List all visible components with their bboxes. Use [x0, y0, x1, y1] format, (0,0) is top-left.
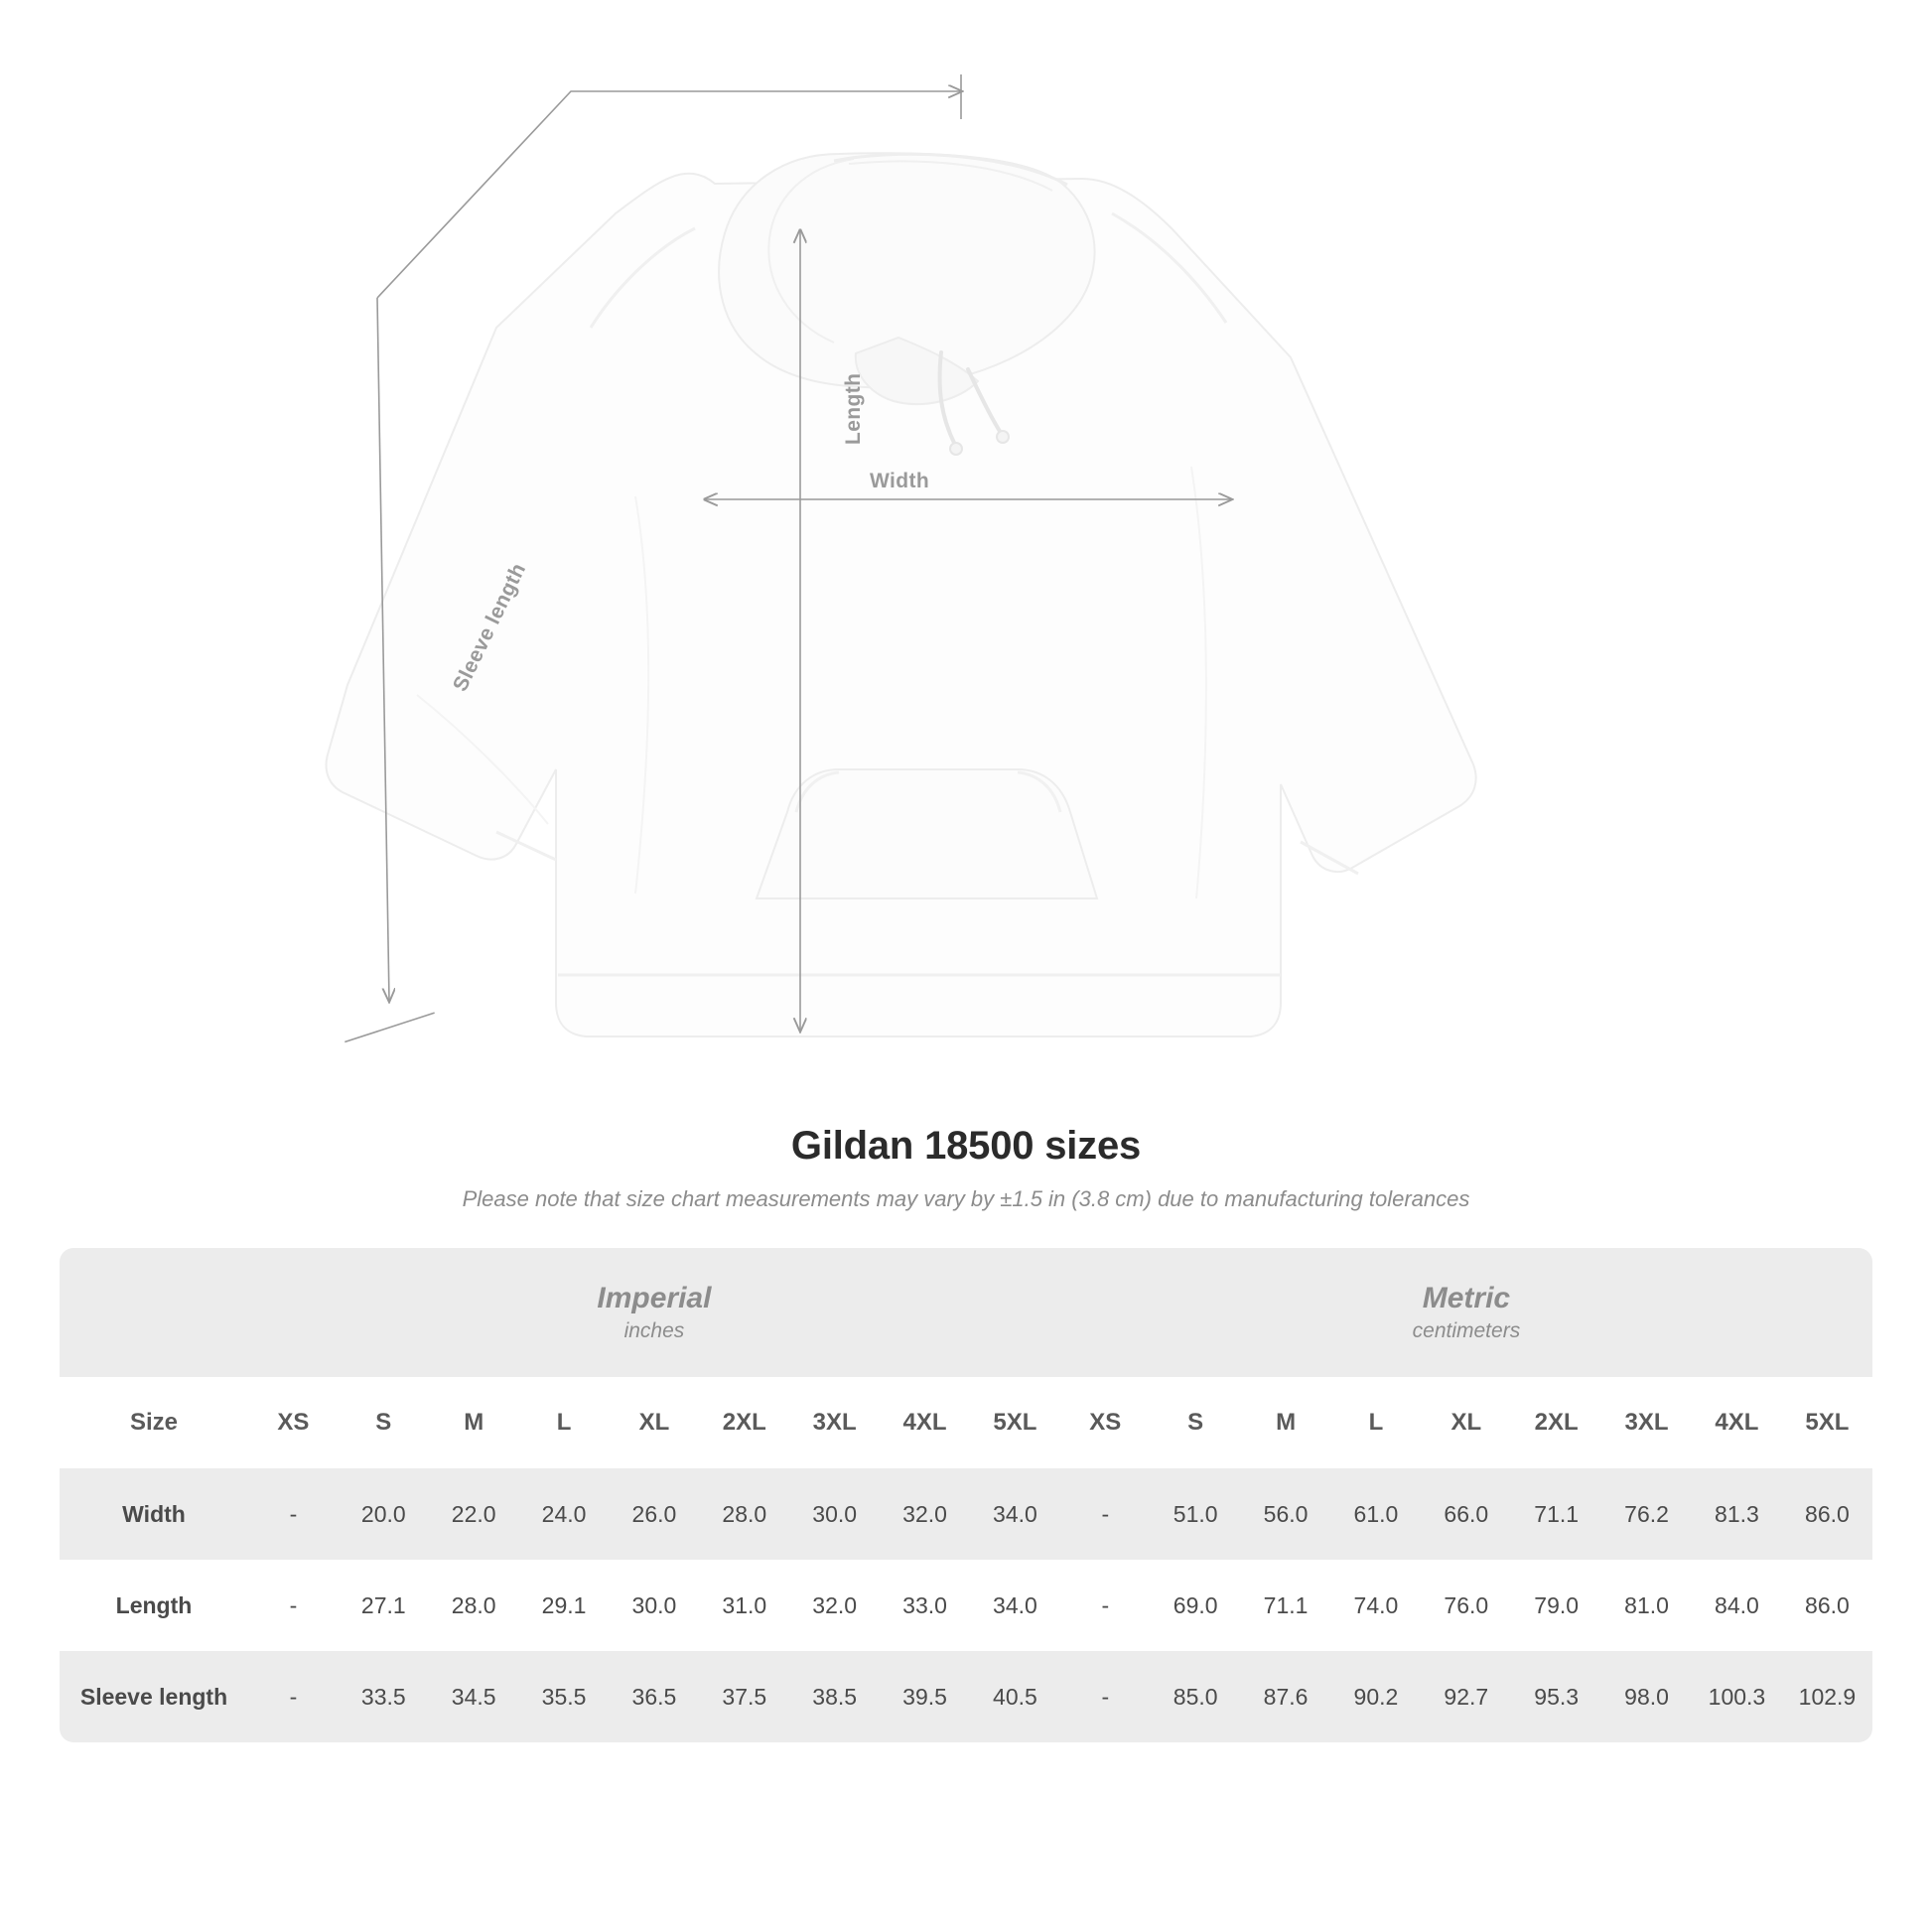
- col-header-imperial-s: S: [339, 1377, 429, 1468]
- cell-width-imperial-3xl: 30.0: [789, 1468, 880, 1560]
- cell-width-metric-5xl: 86.0: [1782, 1468, 1872, 1560]
- cell-width-imperial-m: 22.0: [429, 1468, 519, 1560]
- cell-sleeve-metric-s: 85.0: [1151, 1651, 1241, 1742]
- cell-sleeve-metric-xl: 92.7: [1421, 1651, 1511, 1742]
- cell-length-imperial-5xl: 34.0: [993, 1591, 1037, 1618]
- cell-sleeve-metric-2xl: 95.3: [1511, 1651, 1601, 1742]
- cell-width-imperial-s: 20.0: [339, 1468, 429, 1560]
- row-label-width: Width: [60, 1468, 248, 1560]
- col-header-metric-m: M: [1241, 1377, 1331, 1468]
- title-block: [0, 1124, 1932, 1212]
- cell-width-metric-xs: -: [1060, 1468, 1151, 1560]
- cell-length-imperial-l: 29.1: [541, 1591, 587, 1618]
- cell-length-imperial-xl: 30.0: [631, 1591, 677, 1618]
- cell-width-metric-l: 61.0: [1331, 1468, 1422, 1560]
- size-table-wrap: [60, 1248, 1872, 1742]
- col-header-imperial-xl: XL: [610, 1377, 700, 1468]
- cell-length-metric-xs: -: [1101, 1591, 1110, 1618]
- size-header-row: [60, 1377, 1872, 1468]
- metric-unit-label: centimeters: [1412, 1319, 1521, 1343]
- col-header-metric-5xl: 5XL: [1782, 1377, 1872, 1468]
- imperial-unit-label: inches: [623, 1319, 685, 1343]
- metric-unit-cell: [1060, 1248, 1872, 1377]
- col-header-imperial-4xl: 4XL: [880, 1377, 970, 1468]
- sleeve-length-label: Sleeve length: [449, 559, 531, 696]
- cell-sleeve-metric-4xl: 100.3: [1692, 1651, 1782, 1742]
- cell-width-metric-3xl: 76.2: [1601, 1468, 1692, 1560]
- width-label: Width: [870, 470, 930, 492]
- row-label-sleeve-length: Sleeve length: [60, 1651, 248, 1742]
- col-header-metric-l: L: [1331, 1377, 1422, 1468]
- size-header-cell: Size: [60, 1377, 248, 1468]
- col-header-metric-3xl: 3XL: [1601, 1377, 1692, 1468]
- cell-length-metric-s: 69.0: [1173, 1591, 1218, 1618]
- sleeve-bottom-tick: [345, 1013, 434, 1041]
- cell-sleeve-imperial-2xl: 37.5: [699, 1651, 789, 1742]
- col-header-imperial-3xl: 3XL: [789, 1377, 880, 1468]
- cell-sleeve-imperial-m: 34.5: [429, 1651, 519, 1742]
- col-header-imperial-l: L: [519, 1377, 610, 1468]
- cell-length-metric-xl: 76.0: [1444, 1591, 1489, 1618]
- cell-sleeve-imperial-xl: 36.5: [610, 1651, 700, 1742]
- length-label: Length: [842, 372, 865, 445]
- unit-spacer-cell: [60, 1248, 248, 1377]
- cell-width-imperial-2xl: 28.0: [699, 1468, 789, 1560]
- cell-sleeve-imperial-4xl: 39.5: [880, 1651, 970, 1742]
- cell-sleeve-imperial-l: 35.5: [519, 1651, 610, 1742]
- cell-width-imperial-4xl: 32.0: [880, 1468, 970, 1560]
- cell-sleeve-imperial-3xl: 38.5: [789, 1651, 880, 1742]
- imperial-unit-cell: [248, 1248, 1060, 1377]
- cell-width-imperial-xl: 26.0: [610, 1468, 700, 1560]
- unit-header-row: [60, 1248, 1872, 1377]
- cell-sleeve-metric-m: 87.6: [1241, 1651, 1331, 1742]
- cell-length-imperial-3xl: 32.0: [812, 1591, 858, 1618]
- table-row: [60, 1560, 1872, 1651]
- cell-sleeve-imperial-xs: -: [248, 1651, 339, 1742]
- col-header-metric-xl: XL: [1421, 1377, 1511, 1468]
- table-row: [60, 1468, 1872, 1560]
- cell-width-metric-xl: 66.0: [1421, 1468, 1511, 1560]
- cell-sleeve-metric-l: 90.2: [1331, 1651, 1422, 1742]
- cell-width-imperial-5xl: 34.0: [970, 1468, 1060, 1560]
- cell-length-metric-2xl: 79.0: [1534, 1591, 1580, 1618]
- cell-length-metric-l: 74.0: [1353, 1591, 1399, 1618]
- col-header-imperial-m: M: [429, 1377, 519, 1468]
- cell-width-metric-s: 51.0: [1151, 1468, 1241, 1560]
- cell-length-imperial-s: 27.1: [360, 1591, 406, 1618]
- col-header-metric-xs: XS: [1060, 1377, 1151, 1468]
- table-row: [60, 1651, 1872, 1742]
- metric-system-label: Metric: [1422, 1281, 1511, 1314]
- col-header-imperial-xs: XS: [248, 1377, 339, 1468]
- cell-sleeve-imperial-5xl: 40.5: [970, 1651, 1060, 1742]
- cell-sleeve-metric-3xl: 98.0: [1601, 1651, 1692, 1742]
- col-header-metric-s: S: [1151, 1377, 1241, 1468]
- cell-sleeve-imperial-s: 33.5: [339, 1651, 429, 1742]
- cell-width-imperial-xs: -: [248, 1468, 339, 1560]
- row-label-length: Length: [115, 1591, 193, 1618]
- page-subtitle: Please note that size chart measurements may vary by ±1.5 in (3.8 cm) due to manufacturing tolerances: [462, 1186, 1470, 1211]
- cell-length-imperial-2xl: 31.0: [722, 1591, 767, 1618]
- cell-length-imperial-m: 28.0: [451, 1591, 496, 1618]
- cell-width-imperial-l: 24.0: [519, 1468, 610, 1560]
- cell-width-metric-4xl: 81.3: [1692, 1468, 1782, 1560]
- cell-length-metric-4xl: 84.0: [1715, 1591, 1759, 1618]
- col-header-imperial-2xl: 2XL: [699, 1377, 789, 1468]
- cell-length-metric-m: 71.1: [1263, 1591, 1309, 1618]
- col-header-metric-4xl: 4XL: [1692, 1377, 1782, 1468]
- cell-length-imperial-xs: -: [289, 1591, 298, 1618]
- cell-width-metric-2xl: 71.1: [1511, 1468, 1601, 1560]
- cell-length-imperial-4xl: 33.0: [902, 1591, 947, 1618]
- col-header-imperial-5xl: 5XL: [970, 1377, 1060, 1468]
- cell-sleeve-metric-5xl: 102.9: [1782, 1651, 1872, 1742]
- col-header-metric-2xl: 2XL: [1511, 1377, 1601, 1468]
- cell-length-metric-3xl: 81.0: [1624, 1591, 1669, 1618]
- cell-length-metric-5xl: 86.0: [1805, 1591, 1850, 1618]
- cell-width-metric-m: 56.0: [1241, 1468, 1331, 1560]
- page-title: Gildan 18500 sizes: [790, 1124, 1142, 1168]
- imperial-system-label: Imperial: [597, 1281, 712, 1314]
- size-table: [60, 1248, 1872, 1742]
- cell-sleeve-metric-xs: -: [1060, 1651, 1151, 1742]
